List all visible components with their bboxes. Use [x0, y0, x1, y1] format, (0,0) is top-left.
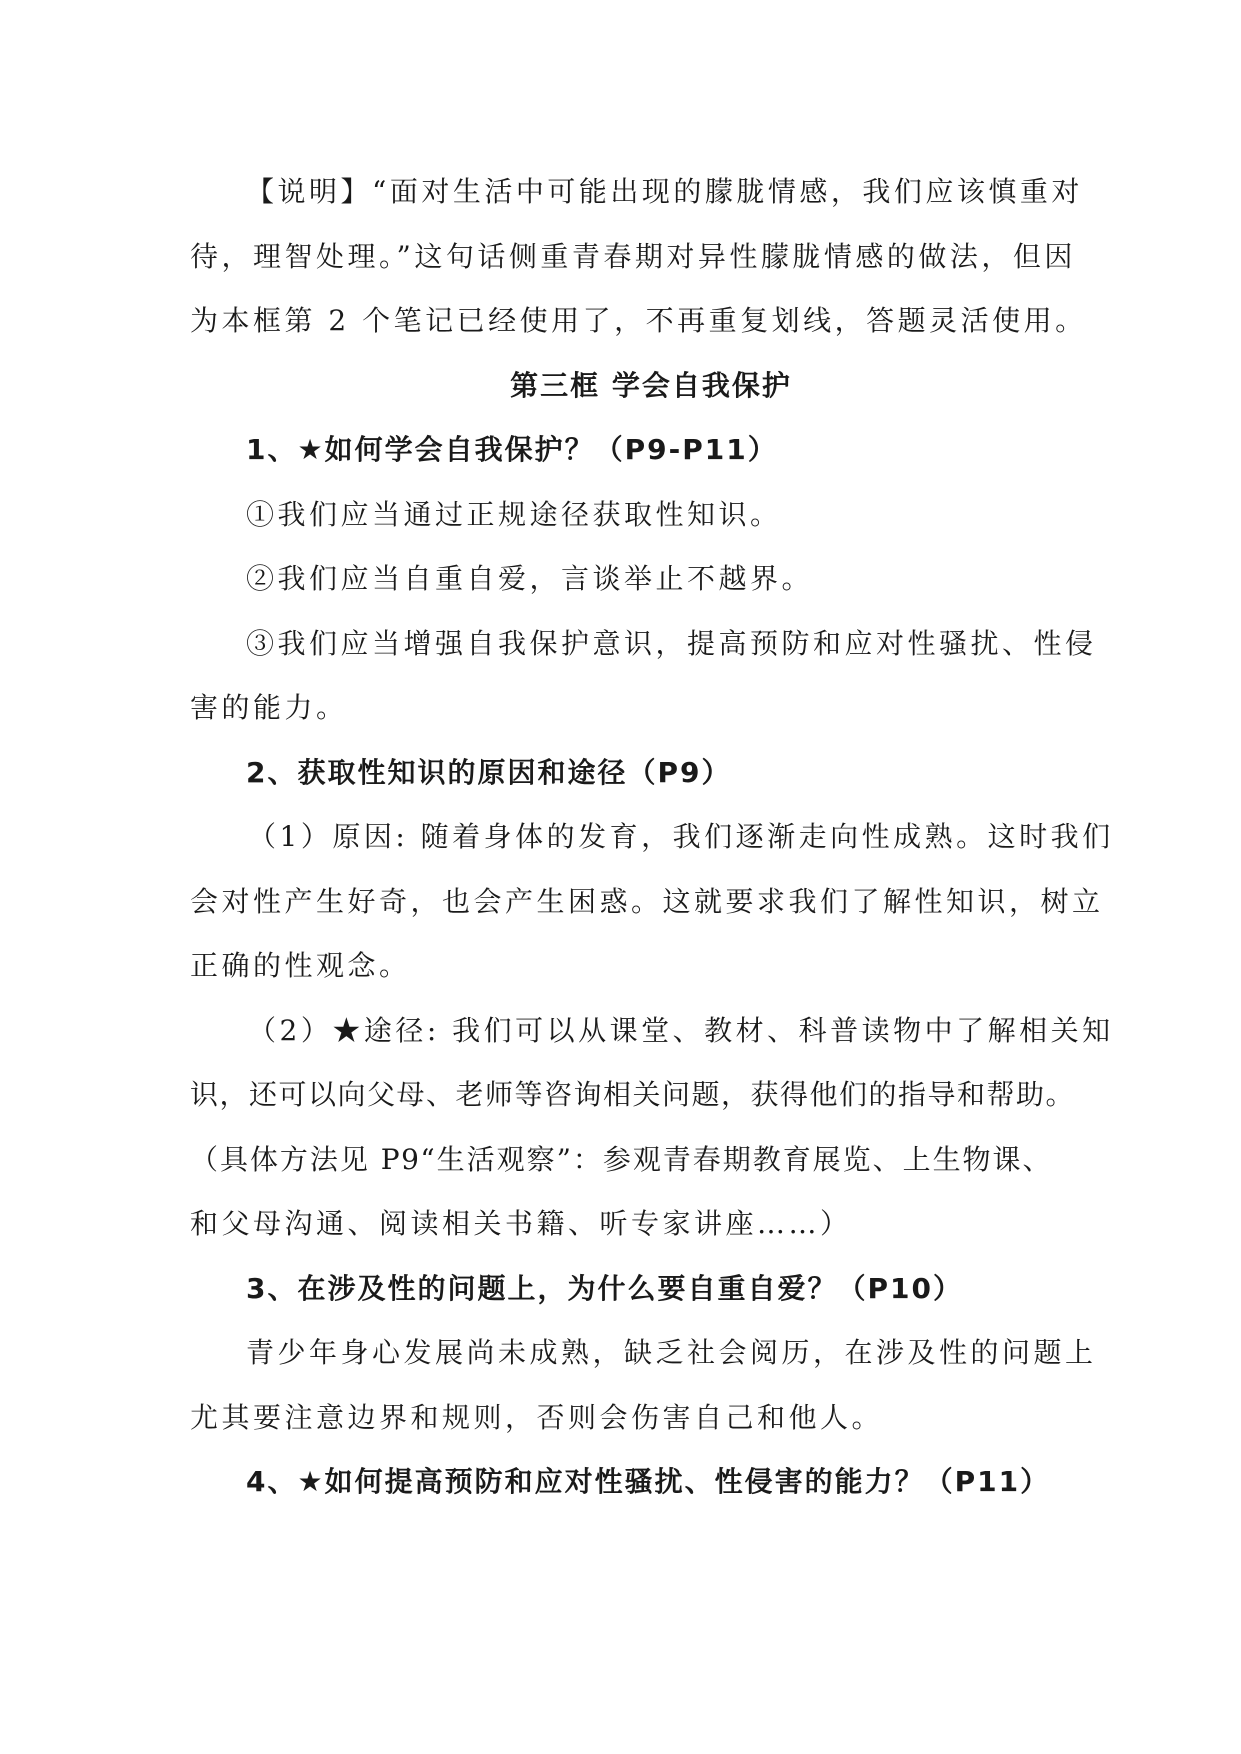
note-line-1: 【说明】“面对生活中可能出现的朦胧情感，我们应该慎重对 — [246, 175, 1083, 208]
question-1-item-1: ①我们应当通过正规途径获取性知识。 — [246, 497, 782, 531]
question-2-heading: 2、获取性知识的原因和途径（P9） — [246, 755, 732, 789]
question-2-way-line-3: （具体方法见 P9“生活观察”：参观青春期教育展览、上生物课、 — [190, 1142, 1052, 1176]
question-2-reason-line-1: （1）原因: 随着身体的发育，我们逐渐走向性成熟。这时我们 — [248, 820, 1114, 853]
question-2-reason-line-2: 会对性产生好奇，也会产生困惑。这就要求我们了解性知识，树立 — [190, 884, 1104, 918]
question-3-answer-line-1: 青少年身心发展尚未成熟，缺乏社会阅历，在涉及性的问题上 — [246, 1336, 1097, 1369]
section-title: 第三框 学会自我保护 — [510, 368, 792, 402]
question-2-reason-line-3: 正确的性观念。 — [190, 949, 411, 982]
question-2-way-line-1: （2）★途径: 我们可以从课堂、教材、科普读物中了解相关知 — [248, 1013, 1114, 1047]
question-1-item-3-line-2: 害的能力。 — [190, 691, 348, 724]
question-3-answer-line-2: 尤其要注意边界和规则，否则会伤害自己和他人。 — [190, 1400, 884, 1434]
question-3-heading: 3、在涉及性的问题上，为什么要自重自爱？（P10） — [246, 1271, 963, 1305]
document-page — [190, 160, 1114, 1515]
question-1-item-3-line-1: ③我们应当增强自我保护意识，提高预防和应对性骚扰、性侵 — [246, 626, 1097, 660]
question-1-item-2: ②我们应当自重自爱，言谈举止不越界。 — [246, 562, 814, 595]
question-1-heading: 1、★如何学会自我保护？（P9-P11） — [246, 433, 778, 466]
question-4-heading: 4、★如何提高预防和应对性骚扰、性侵害的能力？（P11） — [246, 1465, 1051, 1498]
question-2-way-line-4: 和父母沟通、阅读相关书籍、听专家讲座……） — [190, 1207, 852, 1240]
question-2-way-line-2: 识，还可以向父母、老师等咨询相关问题，获得他们的指导和帮助。 — [190, 1078, 1076, 1111]
note-line-2: 待，理智处理。”这句话侧重青春期对异性朦胧情感的做法，但因 — [190, 239, 1076, 273]
note-line-3: 为本框第 2 个笔记已经使用了，不再重复划线，答题灵活使用。 — [190, 304, 1087, 337]
